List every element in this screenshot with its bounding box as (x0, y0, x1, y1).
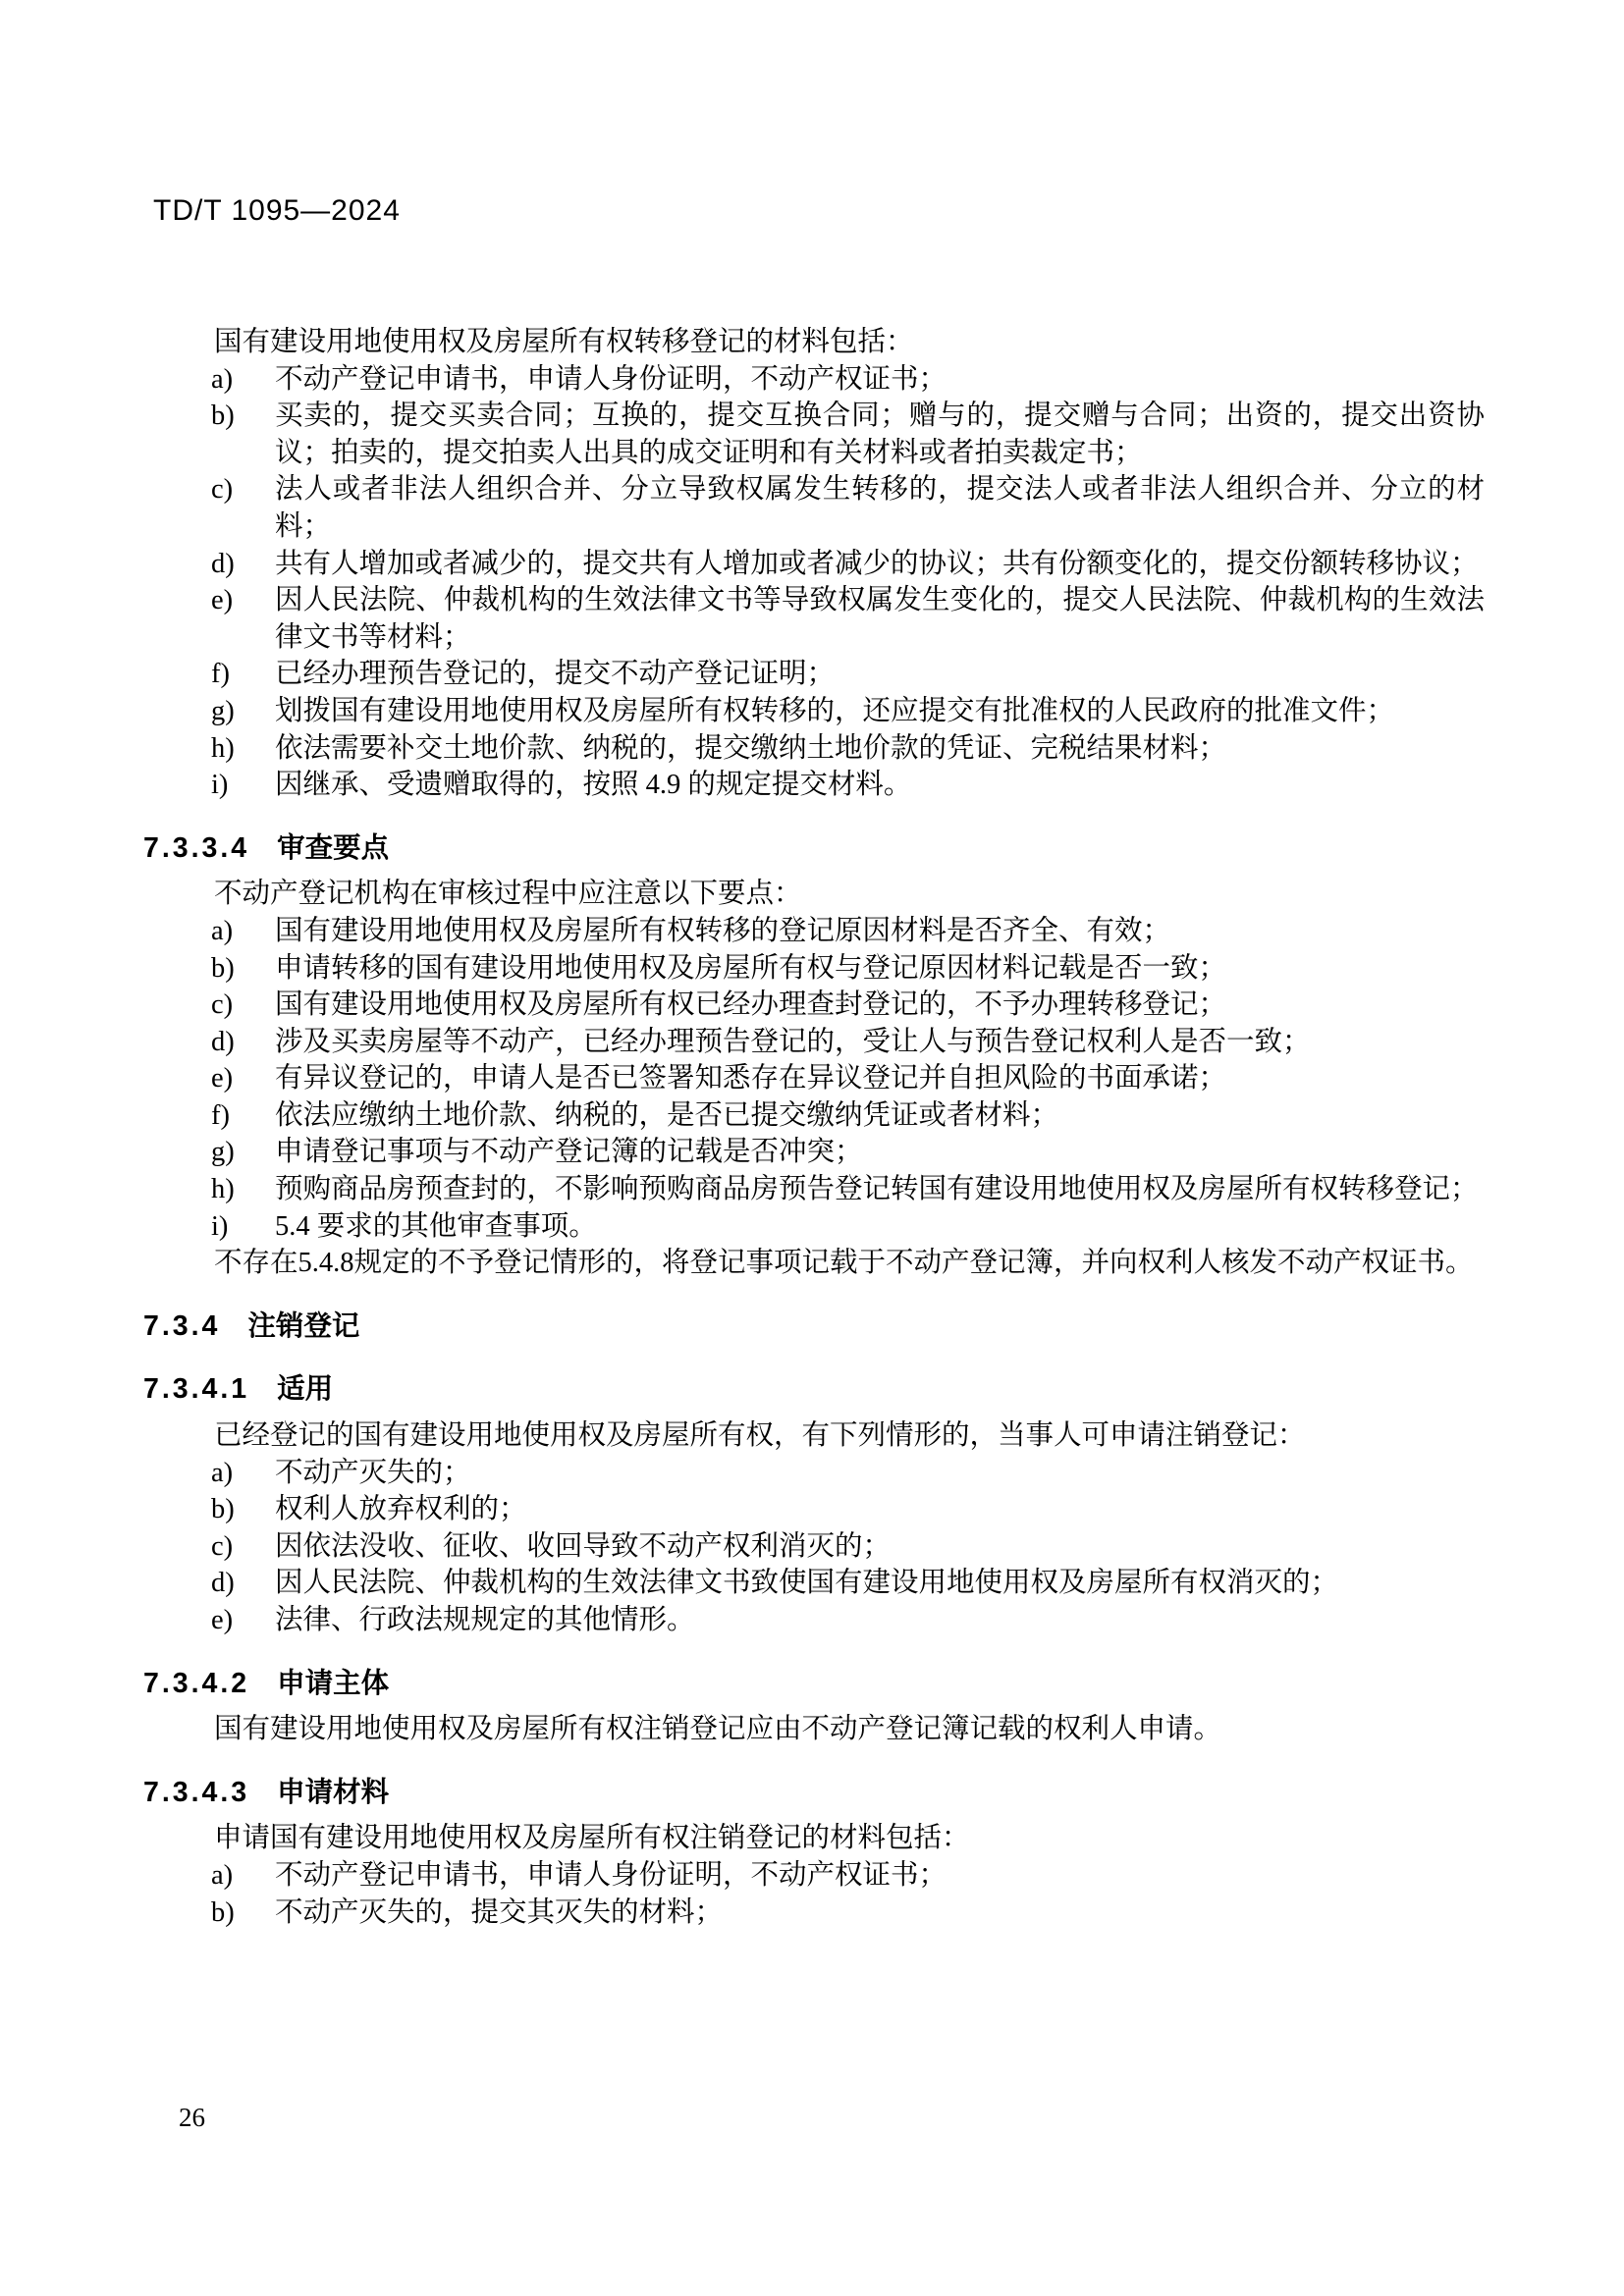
list-item-label: c) (211, 989, 234, 1021)
list-review-points (143, 913, 1485, 1245)
list-item (143, 913, 1485, 950)
list-item-text: 划拨国有建设用地使用权及房屋所有权转移的，还应提交有批准权的人民政府的批准文件； (275, 695, 1395, 726)
list-item-label: b) (211, 1494, 235, 1525)
list-item-text: 买卖的，提交买卖合同；互换的，提交互换合同；赠与的，提交赠与合同；出资的，提交出资协议；拍卖的，提交拍卖人出具的成交证明和有关材料或者拍卖裁定书； (275, 400, 1485, 468)
list-item-label: i) (211, 770, 229, 801)
list-item (143, 730, 1485, 768)
list-item (143, 1208, 1485, 1246)
paragraph-applicant-text: 国有建设用地使用权及房屋所有权注销登记应由不动产登记簿记载的权利人申请。 (214, 1714, 1222, 1745)
list-item-text: 有异议登记的，申请人是否已签署知悉存在异议登记并自担风险的书面承诺； (275, 1063, 1227, 1095)
section-heading-7343 (143, 1775, 1485, 1812)
section-number: 7.3.3.4 (143, 831, 250, 864)
list-item-text: 因人民法院、仲裁机构的生效法律文书致使国有建设用地使用权及房屋所有权消灭的； (275, 1568, 1339, 1599)
list-item-label: a) (211, 1457, 234, 1488)
list-item-label: f) (211, 659, 230, 690)
list-item-label: d) (211, 1026, 235, 1057)
list-item-text: 已经办理预告登记的，提交不动产登记证明； (275, 659, 836, 690)
list-item (143, 767, 1485, 804)
list-item-label: b) (211, 400, 235, 432)
section-number: 7.3.4 (143, 1309, 221, 1342)
list-item (143, 1857, 1485, 1895)
list-item (143, 1134, 1485, 1171)
list-cancellation-materials (143, 1857, 1485, 1931)
list-item-text: 国有建设用地使用权及房屋所有权已经办理查封登记的，不予办理转移登记； (275, 989, 1227, 1021)
list-item (143, 1060, 1485, 1097)
document-body (143, 324, 1485, 1931)
list-item-label: e) (211, 1605, 234, 1635)
list-item-label: c) (211, 474, 234, 506)
section-title: 审查要点 (277, 831, 390, 864)
list-item (143, 1528, 1485, 1566)
list-item (143, 1895, 1485, 1932)
list-item (143, 471, 1485, 545)
list-item (143, 1602, 1485, 1639)
list-item-text: 预购商品房预查封的，不影响预购商品房预告登记转国有建设用地使用权及房屋所有权转移登记； (275, 1174, 1479, 1205)
section-heading-7334 (143, 830, 1485, 868)
list-item-label: i) (211, 1210, 229, 1242)
list-item-text: 因依法没收、征收、收回导致不动产权利消灭的； (275, 1530, 892, 1562)
list-item-text: 不动产登记申请书，申请人身份证明，不动产权证书； (275, 1859, 947, 1891)
list-item (143, 361, 1485, 399)
list-item-text: 权利人放弃权利的； (275, 1494, 527, 1525)
list-item (143, 1024, 1485, 1061)
list-item-text: 不动产灭失的； (275, 1457, 471, 1488)
list-item-text: 涉及买卖房屋等不动产，已经办理预告登记的，受让人与预告登记权利人是否一致； (275, 1026, 1311, 1057)
section-title: 申请主体 (277, 1667, 390, 1699)
list-item-text: 共有人增加或者减少的，提交共有人增加或者减少的协议；共有份额变化的，提交份额转移协议； (275, 548, 1479, 579)
list-transfer-materials (143, 361, 1485, 804)
list-item (143, 582, 1485, 656)
list-item-text: 5.4 要求的其他审查事项。 (275, 1210, 597, 1242)
paragraph-transfer-materials-intro: 国有建设用地使用权及房屋所有权转移登记的材料包括： (214, 327, 914, 357)
section-title: 注销登记 (247, 1309, 360, 1342)
page-number: 26 (179, 2103, 205, 2132)
list-item-label: e) (211, 585, 234, 616)
list-item-label: h) (211, 732, 235, 764)
list-item-label: d) (211, 548, 235, 579)
paragraph-review-points-closing: 不存在5.4.8规定的不予登记情形的，将登记事项记载于不动产登记簿，并向权利人核发不动产权证书。 (214, 1248, 1474, 1279)
paragraph-applicability-intro: 已经登记的国有建设用地使用权及房屋所有权，有下列情形的，当事人可申请注销登记： (214, 1420, 1306, 1452)
list-item-label: h) (211, 1174, 235, 1205)
list-item (143, 1565, 1485, 1602)
list-item (143, 693, 1485, 730)
list-item-text: 法人或者非法人组织合并、分立导致权属发生转移的，提交法人或者非法人组织合并、分立的材料； (275, 474, 1485, 542)
list-item-text: 依法需要补交土地价款、纳税的，提交缴纳土地价款的凭证、完税结果材料； (275, 732, 1227, 764)
list-item (143, 1491, 1485, 1528)
list-item-label: a) (211, 363, 234, 395)
list-item-label: b) (211, 1896, 235, 1928)
list-item (143, 546, 1485, 583)
list-item-label: a) (211, 915, 234, 946)
paragraph-review-points-intro: 不动产登记机构在审核过程中应注意以下要点： (214, 879, 802, 910)
section-number: 7.3.4.3 (143, 1776, 250, 1808)
paragraph-cancellation-materials-intro: 申请国有建设用地使用权及房屋所有权注销登记的材料包括： (214, 1823, 970, 1854)
list-item-text: 申请转移的国有建设用地使用权及房屋所有权与登记原因材料记载是否一致； (275, 952, 1227, 984)
list-item-text: 不动产登记申请书，申请人身份证明，不动产权证书； (275, 363, 947, 395)
list-item-label: a) (211, 1859, 234, 1891)
list-item-text: 因继承、受遗赠取得的，按照 4.9 的规定提交材料。 (275, 770, 912, 801)
list-item-label: f) (211, 1099, 230, 1131)
list-item-label: b) (211, 952, 235, 984)
section-title: 申请材料 (277, 1776, 390, 1808)
section-heading-7342 (143, 1666, 1485, 1703)
list-item (143, 398, 1485, 471)
list-item-label: c) (211, 1530, 234, 1562)
section-heading-7341 (143, 1371, 1485, 1409)
list-item-text: 依法应缴纳土地价款、纳税的，是否已提交缴纳凭证或者材料； (275, 1099, 1059, 1131)
list-item (143, 1097, 1485, 1135)
section-number: 7.3.4.2 (143, 1667, 250, 1699)
list-item-text: 法律、行政法规规定的其他情形。 (275, 1605, 695, 1635)
section-heading-734 (143, 1308, 1485, 1346)
section-title: 适用 (277, 1373, 334, 1406)
list-applicability (143, 1455, 1485, 1639)
list-item-label: g) (211, 1137, 235, 1168)
list-item-label: d) (211, 1568, 235, 1599)
list-item (143, 987, 1485, 1024)
list-item (143, 1171, 1485, 1208)
section-number: 7.3.4.1 (143, 1373, 250, 1406)
list-item-text: 不动产灭失的，提交其灭失的材料； (275, 1896, 724, 1928)
list-item-text: 申请登记事项与不动产登记簿的记载是否冲突； (275, 1137, 863, 1168)
list-item (143, 656, 1485, 693)
standard-number-header: TD/T 1095—2024 (153, 194, 401, 227)
list-item (143, 1455, 1485, 1492)
list-item-label: g) (211, 695, 235, 726)
list-item (143, 950, 1485, 988)
list-item-label: e) (211, 1063, 234, 1095)
list-item-text: 国有建设用地使用权及房屋所有权转移的登记原因材料是否齐全、有效； (275, 915, 1171, 946)
list-item-text: 因人民法院、仲裁机构的生效法律文书等导致权属发生变化的，提交人民法院、仲裁机构的生效法律文书等材料； (275, 585, 1485, 653)
